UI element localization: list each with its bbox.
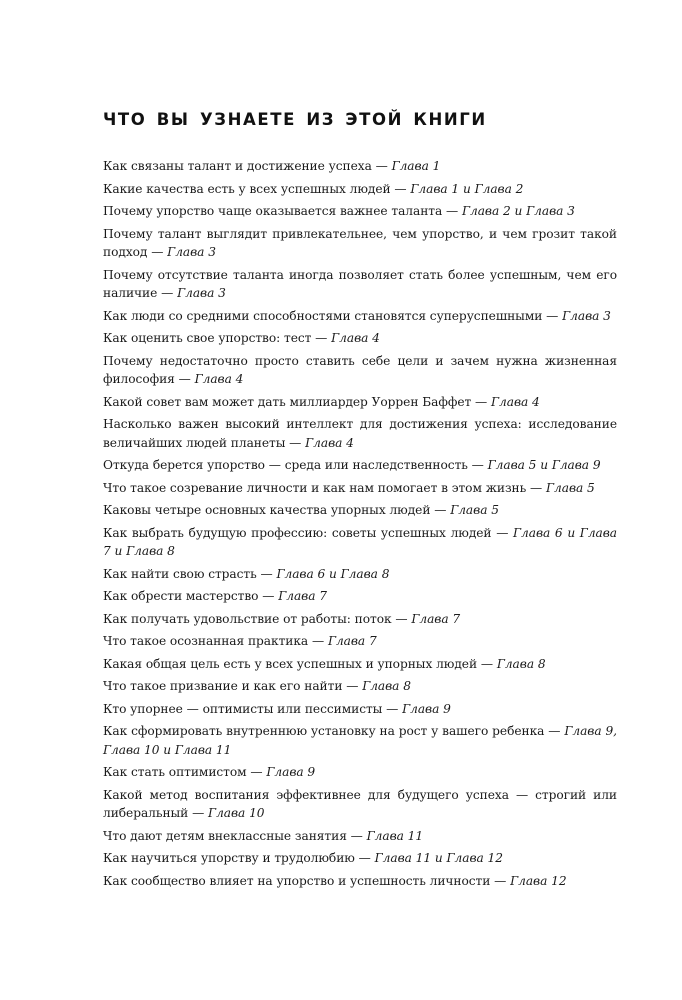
topic-text: Как выбрать будущую профессию: советы успешных людей — [103,525,514,540]
topic-text: Как получать удовольствие от работы: поток — [103,611,412,626]
chapter-reference: Глава 6 и Глава 7 и Глава 8 [103,525,618,558]
topics-list [103,157,617,894]
list-item [103,479,617,498]
chapter-reference: Глава 12 [510,873,567,888]
chapter-reference: Глава 1 [391,159,441,173]
topic-text: Как сообщество влияет на упорство и успешность личности — [103,873,511,888]
list-item [103,225,617,262]
chapter-reference: Глава 7 [278,589,327,603]
chapter-reference: Глава 4 [491,394,540,409]
chapter-reference: Глава 9 [266,765,316,779]
topic-text: Какой метод воспитания эффективнее для будущего успеха — строгий или либеральный — [103,787,617,820]
list-item [103,827,617,846]
topic-text: Кто упорнее — оптимисты или пессимисты — [103,701,403,716]
topic-text: Почему упорство чаще оказывается важнее таланта — [103,204,462,218]
topic-text: Как стать оптимистом — [103,765,267,779]
list-item [103,610,617,629]
chapter-reference: Глава 4 [331,331,380,345]
list-item [103,524,617,561]
topic-text: Что дают детям внеклассные занятия — [103,828,367,843]
topic-text: Каковы четыре основных качества упорных людей — [103,503,451,517]
list-item [103,872,617,891]
list-item [103,849,617,868]
list-item [103,587,617,606]
chapter-reference: Глава 11 [366,828,424,843]
page-title: ЧТО ВЫ УЗНАЕТЕ ИЗ ЭТОЙ КНИГИ [103,110,487,129]
topic-text: Какой совет вам может дать миллиардер Уоррен Баффет — [103,394,491,409]
chapter-reference: Глава 4 [305,435,354,450]
chapter-reference: Глава 5 [450,503,499,517]
topic-text: Как связаны талант и достижение успеха — [103,159,392,173]
topic-text: Как сформировать внутреннюю установку на рост у вашего ребенка — [103,724,565,738]
list-item [103,700,617,719]
list-item [103,415,617,452]
list-item [103,786,617,823]
topic-text: Что такое призвание и как его найти — [103,679,363,693]
topic-text: Почему недостаточно просто ставить себе цели и зачем нужна жизненная философия — [103,353,617,386]
list-item [103,763,617,782]
chapter-reference: Глава 3 [177,286,226,300]
chapter-reference: Глава 2 и Глава 3 [461,204,575,218]
chapter-reference: Глава 8 [362,679,411,693]
list-item [103,180,617,199]
list-item [103,632,617,651]
chapter-reference: Глава 7 [411,611,461,626]
topic-text: Почему отсутствие таланта иногда позволяет стать более успешным, чем его наличие — [103,267,617,300]
topic-text: Как найти свою страсть — [103,566,277,581]
chapter-reference: Глава 5 и Глава 9 [487,458,601,472]
topic-text: Что такое созревание личности и как нам помогает в этом жизнь — [103,480,547,495]
topic-text: Что такое осознанная практика — [103,634,328,648]
chapter-reference: Глава 3 [562,308,611,323]
list-item [103,655,617,674]
list-item [103,393,617,412]
topic-text: Почему талант выглядит привлекательнее, чем упорство, и чем грозит такой подход — [103,226,617,259]
list-item [103,565,617,584]
list-item [103,157,617,176]
chapter-reference: Глава 9 [402,701,451,716]
list-item [103,202,617,221]
chapter-reference: Глава 9, Глава 10 и Глава 11 [103,724,617,757]
topic-text: Откуда берется упорство — среда или наследственность — [103,458,488,472]
chapter-reference: Глава 8 [496,656,546,671]
topic-text: Как люди со средними способностями становятся суперуспешными — [103,308,563,323]
chapter-reference: Глава 6 и Глава 8 [276,566,390,581]
topic-text: Какие качества есть у всех успешных людей — [103,181,411,196]
list-item [103,677,617,696]
list-item [103,456,617,475]
list-item [103,307,617,326]
chapter-reference: Глава 3 [167,245,216,259]
topic-text: Как научиться упорству и трудолюбию — [103,851,375,865]
topic-text: Как оценить свое упорство: тест — [103,331,332,345]
list-item [103,722,617,759]
chapter-reference: Глава 5 [546,480,595,495]
chapter-reference: Глава 4 [194,372,244,386]
list-item [103,266,617,303]
topic-text: Какая общая цель есть у всех успешных и упорных людей — [103,656,497,671]
chapter-reference: Глава 10 [208,806,265,820]
list-item [103,352,617,389]
list-item [103,501,617,520]
chapter-reference: Глава 11 и Глава 12 [374,851,503,865]
list-item [103,329,617,348]
topic-text: Как обрести мастерство — [103,589,279,603]
chapter-reference: Глава 7 [327,634,377,648]
topic-text: Насколько важен высокий интеллект для достижения успеха: исследование величайших людей планеты — [103,417,617,450]
chapter-reference: Глава 1 и Глава 2 [410,181,524,196]
